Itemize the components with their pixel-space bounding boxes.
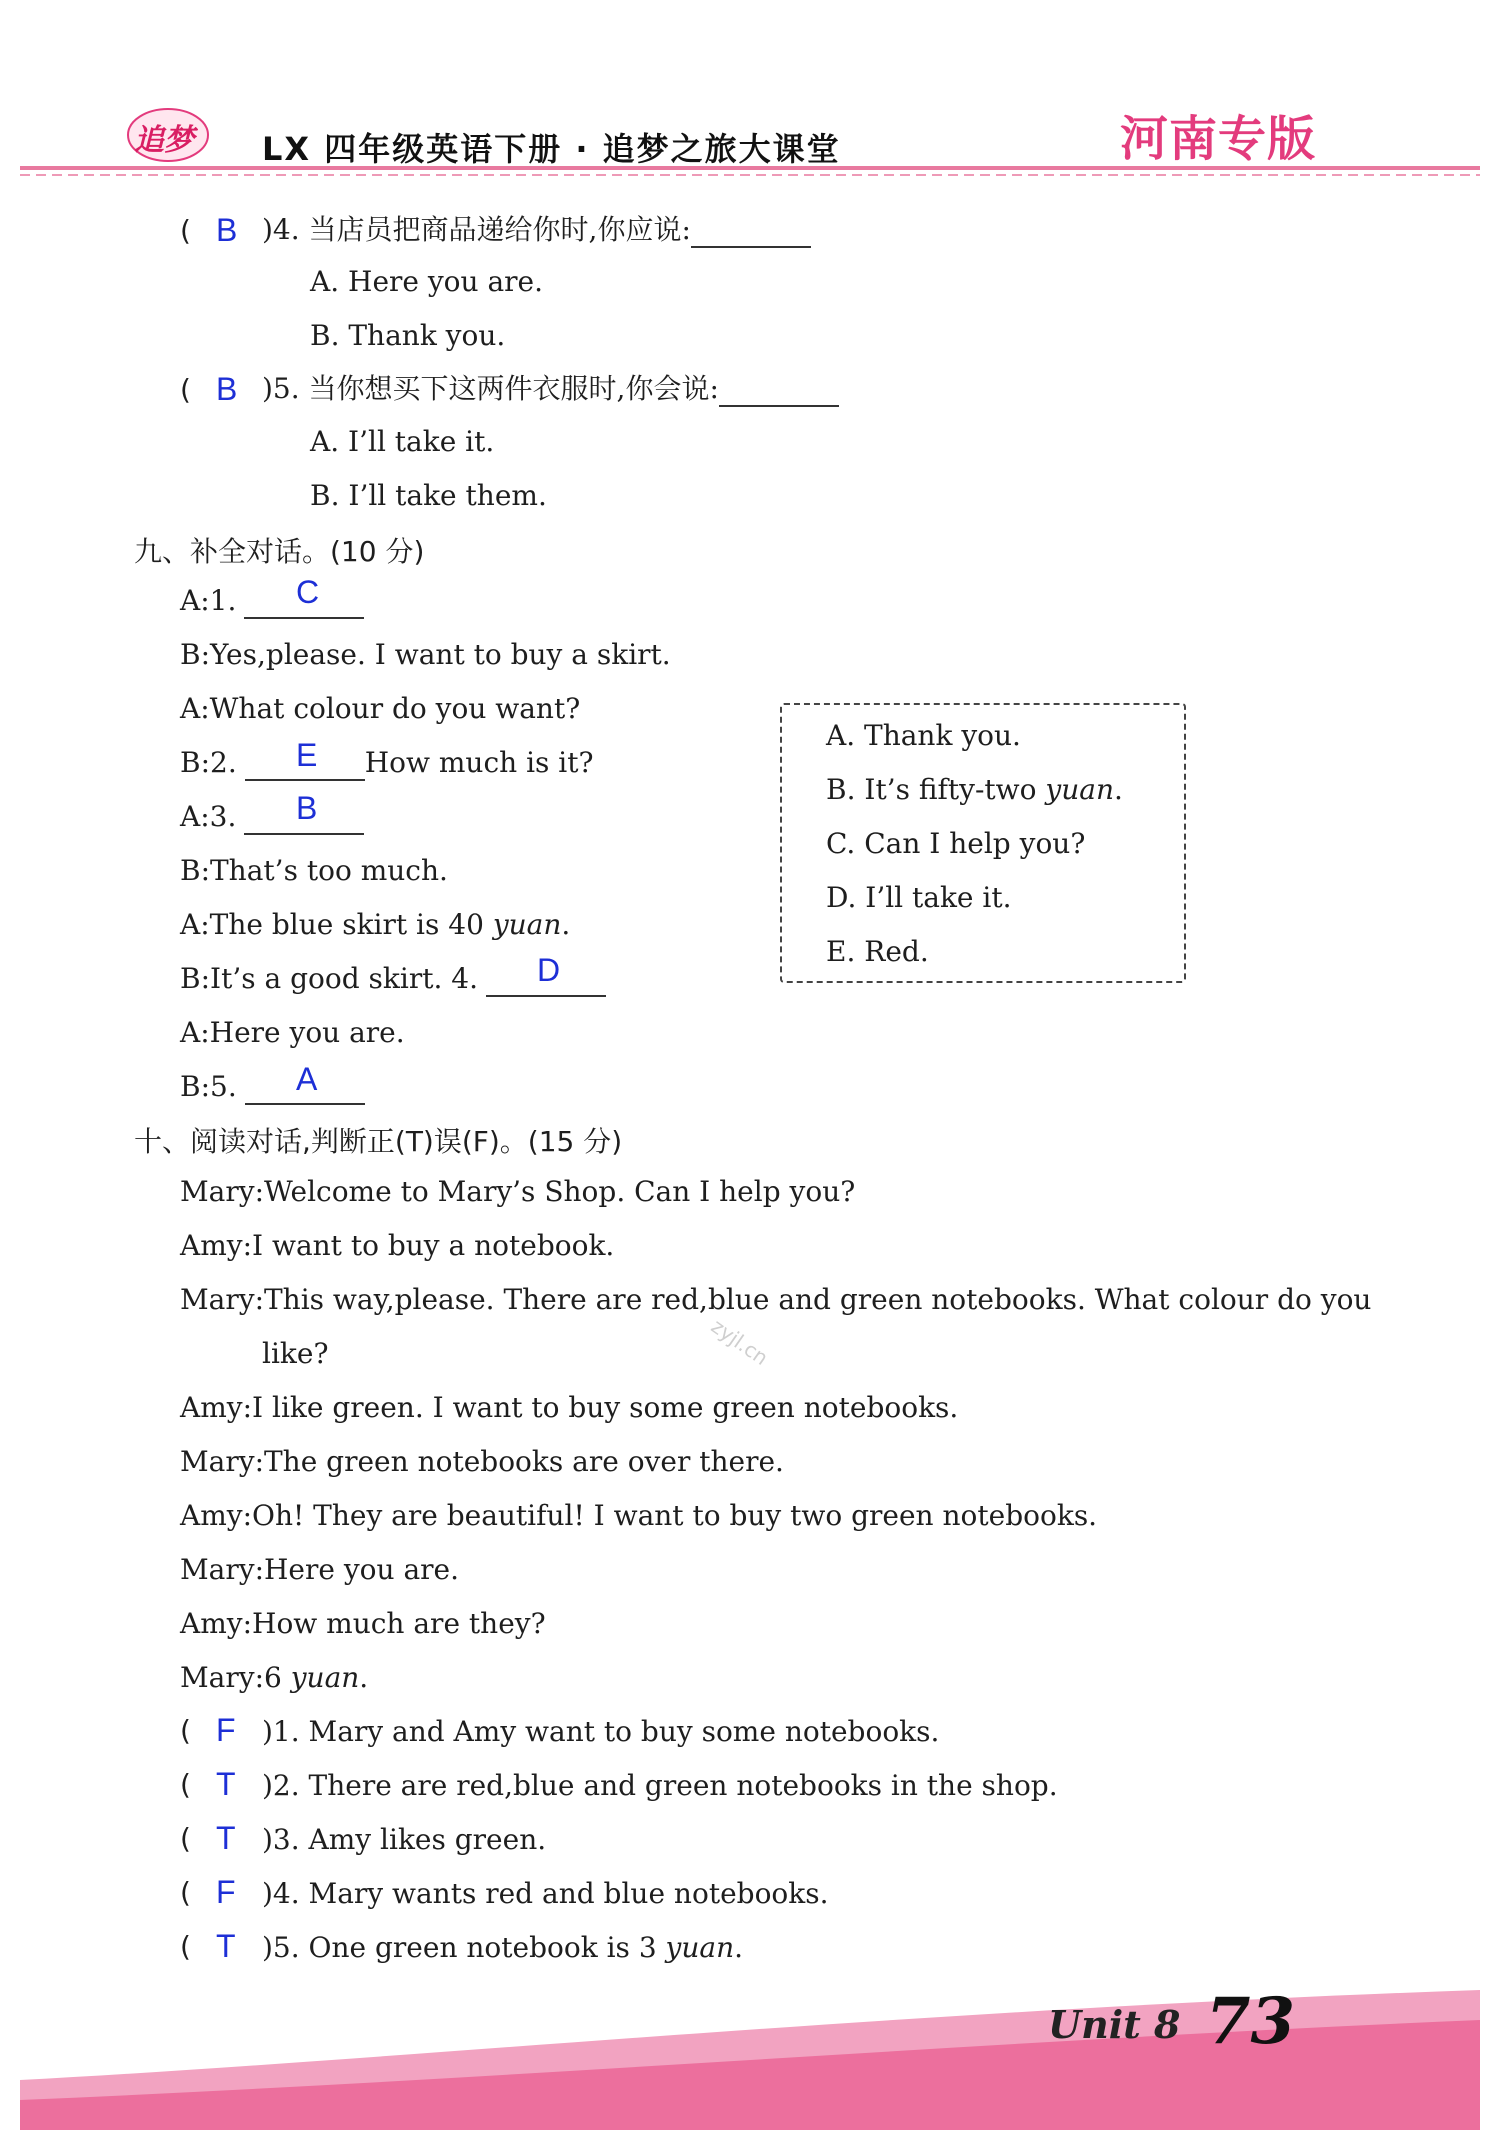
q5-option-b: B. I’ll take them. [310,479,547,512]
logo: 追梦 [134,123,194,158]
s9-line-4: B:2. How much is it? [180,746,594,779]
tf4-text: )4. Mary wants red and blue notebooks. [262,1877,829,1910]
s9-line-9: A:Here you are. [180,1016,405,1049]
tf4-paren: ( [180,1876,191,1909]
dialogue-line-3: Mary:This way,please. There are red,blue and green notebooks. What colour do you [180,1283,1372,1316]
option-b: B. It’s fifty-two yuan. [826,773,1123,806]
dialogue-line-8: Amy:How much are they? [180,1607,546,1640]
tf2-answer: T [216,1766,236,1802]
tf5-paren: ( [180,1930,191,1963]
s9-answer-5: A [296,1061,318,1097]
q4-option-a: A. Here you are. [310,265,544,298]
q5-answer: B [216,371,238,407]
s9-line-7: A:The blue skirt is 40 yuan. [180,908,571,941]
watermark: zyjl.cn [706,1313,773,1371]
tf3-answer: T [216,1820,236,1856]
dialogue-line-2: Amy:I want to buy a notebook. [180,1229,615,1262]
s9-answer-2: E [296,737,318,773]
q4-blank[interactable] [691,216,811,248]
s9-line-2: B:Yes,please. I want to buy a skirt. [180,638,671,671]
tf5-text: )5. One green notebook is 3 yuan. [262,1931,744,1964]
tf3-text: )3. Amy likes green. [262,1823,547,1856]
tf1-answer: F [216,1712,236,1748]
s9-line-5: A:3. [180,799,364,835]
dialogue-line-1: Mary:Welcome to Mary’s Shop. Can I help you? [180,1175,856,1208]
tf4-answer: F [216,1874,236,1910]
section10-heading: 十、阅读对话,判断正(T)误(F)。(15 分) [134,1125,623,1158]
footer-unit: Unit 8 [1048,2002,1181,2047]
q4-stem: )4. 当店员把商品递给你时,你应说: [262,212,811,248]
dialogue-line-7: Mary:Here you are. [180,1553,460,1586]
edition-label: 河南专版 [1120,111,1317,167]
q4-answer: B [216,212,238,248]
dialogue-line-5: Mary:The green notebooks are over there. [180,1445,784,1478]
dialogue-line-9: Mary:6 yuan. [180,1661,369,1694]
q4-paren-open: ( [180,214,191,247]
s9-answer-4: D [537,952,561,988]
s9-answer-3: B [296,790,318,826]
option-e: E. Red. [826,935,929,968]
dialogue-line-4: Amy:I like green. I want to buy some green notebooks. [180,1391,959,1424]
tf5-answer: T [216,1928,236,1964]
q5-stem: )5. 当你想买下这两件衣服时,你会说: [262,371,839,407]
s9-line-3: A:What colour do you want? [180,692,581,725]
option-d: D. I’ll take it. [826,881,1012,914]
s9-line-1: A:1. [180,583,364,619]
q5-paren-open: ( [180,373,191,406]
tf3-paren: ( [180,1822,191,1855]
option-a: A. Thank you. [826,719,1021,752]
s9-answer-1: C [296,574,320,610]
dialogue-line-6: Amy:Oh! They are beautiful! I want to buy two green notebooks. [180,1499,1098,1532]
dialogue-line-3-cont: like? [262,1337,329,1370]
page-number: 73 [1206,1984,1296,2059]
option-c: C. Can I help you? [826,827,1086,860]
s9-line-6: B:That’s too much. [180,854,448,887]
q4-option-b: B. Thank you. [310,319,506,352]
tf2-paren: ( [180,1768,191,1801]
section9-heading: 九、补全对话。(10 分) [134,535,425,568]
tf1-text: )1. Mary and Amy want to buy some notebooks. [262,1715,940,1748]
tf1-paren: ( [180,1714,191,1747]
q5-option-a: A. I’ll take it. [310,425,495,458]
tf2-text: )2. There are red,blue and green notebooks in the shop. [262,1769,1058,1802]
s9-line-8: B:It’s a good skirt. 4. [180,961,606,997]
q5-blank[interactable] [719,375,839,407]
book-title: LX 四年级英语下册 · 追梦之旅大课堂 [262,130,841,168]
s9-line-10: B:5. [180,1069,365,1105]
